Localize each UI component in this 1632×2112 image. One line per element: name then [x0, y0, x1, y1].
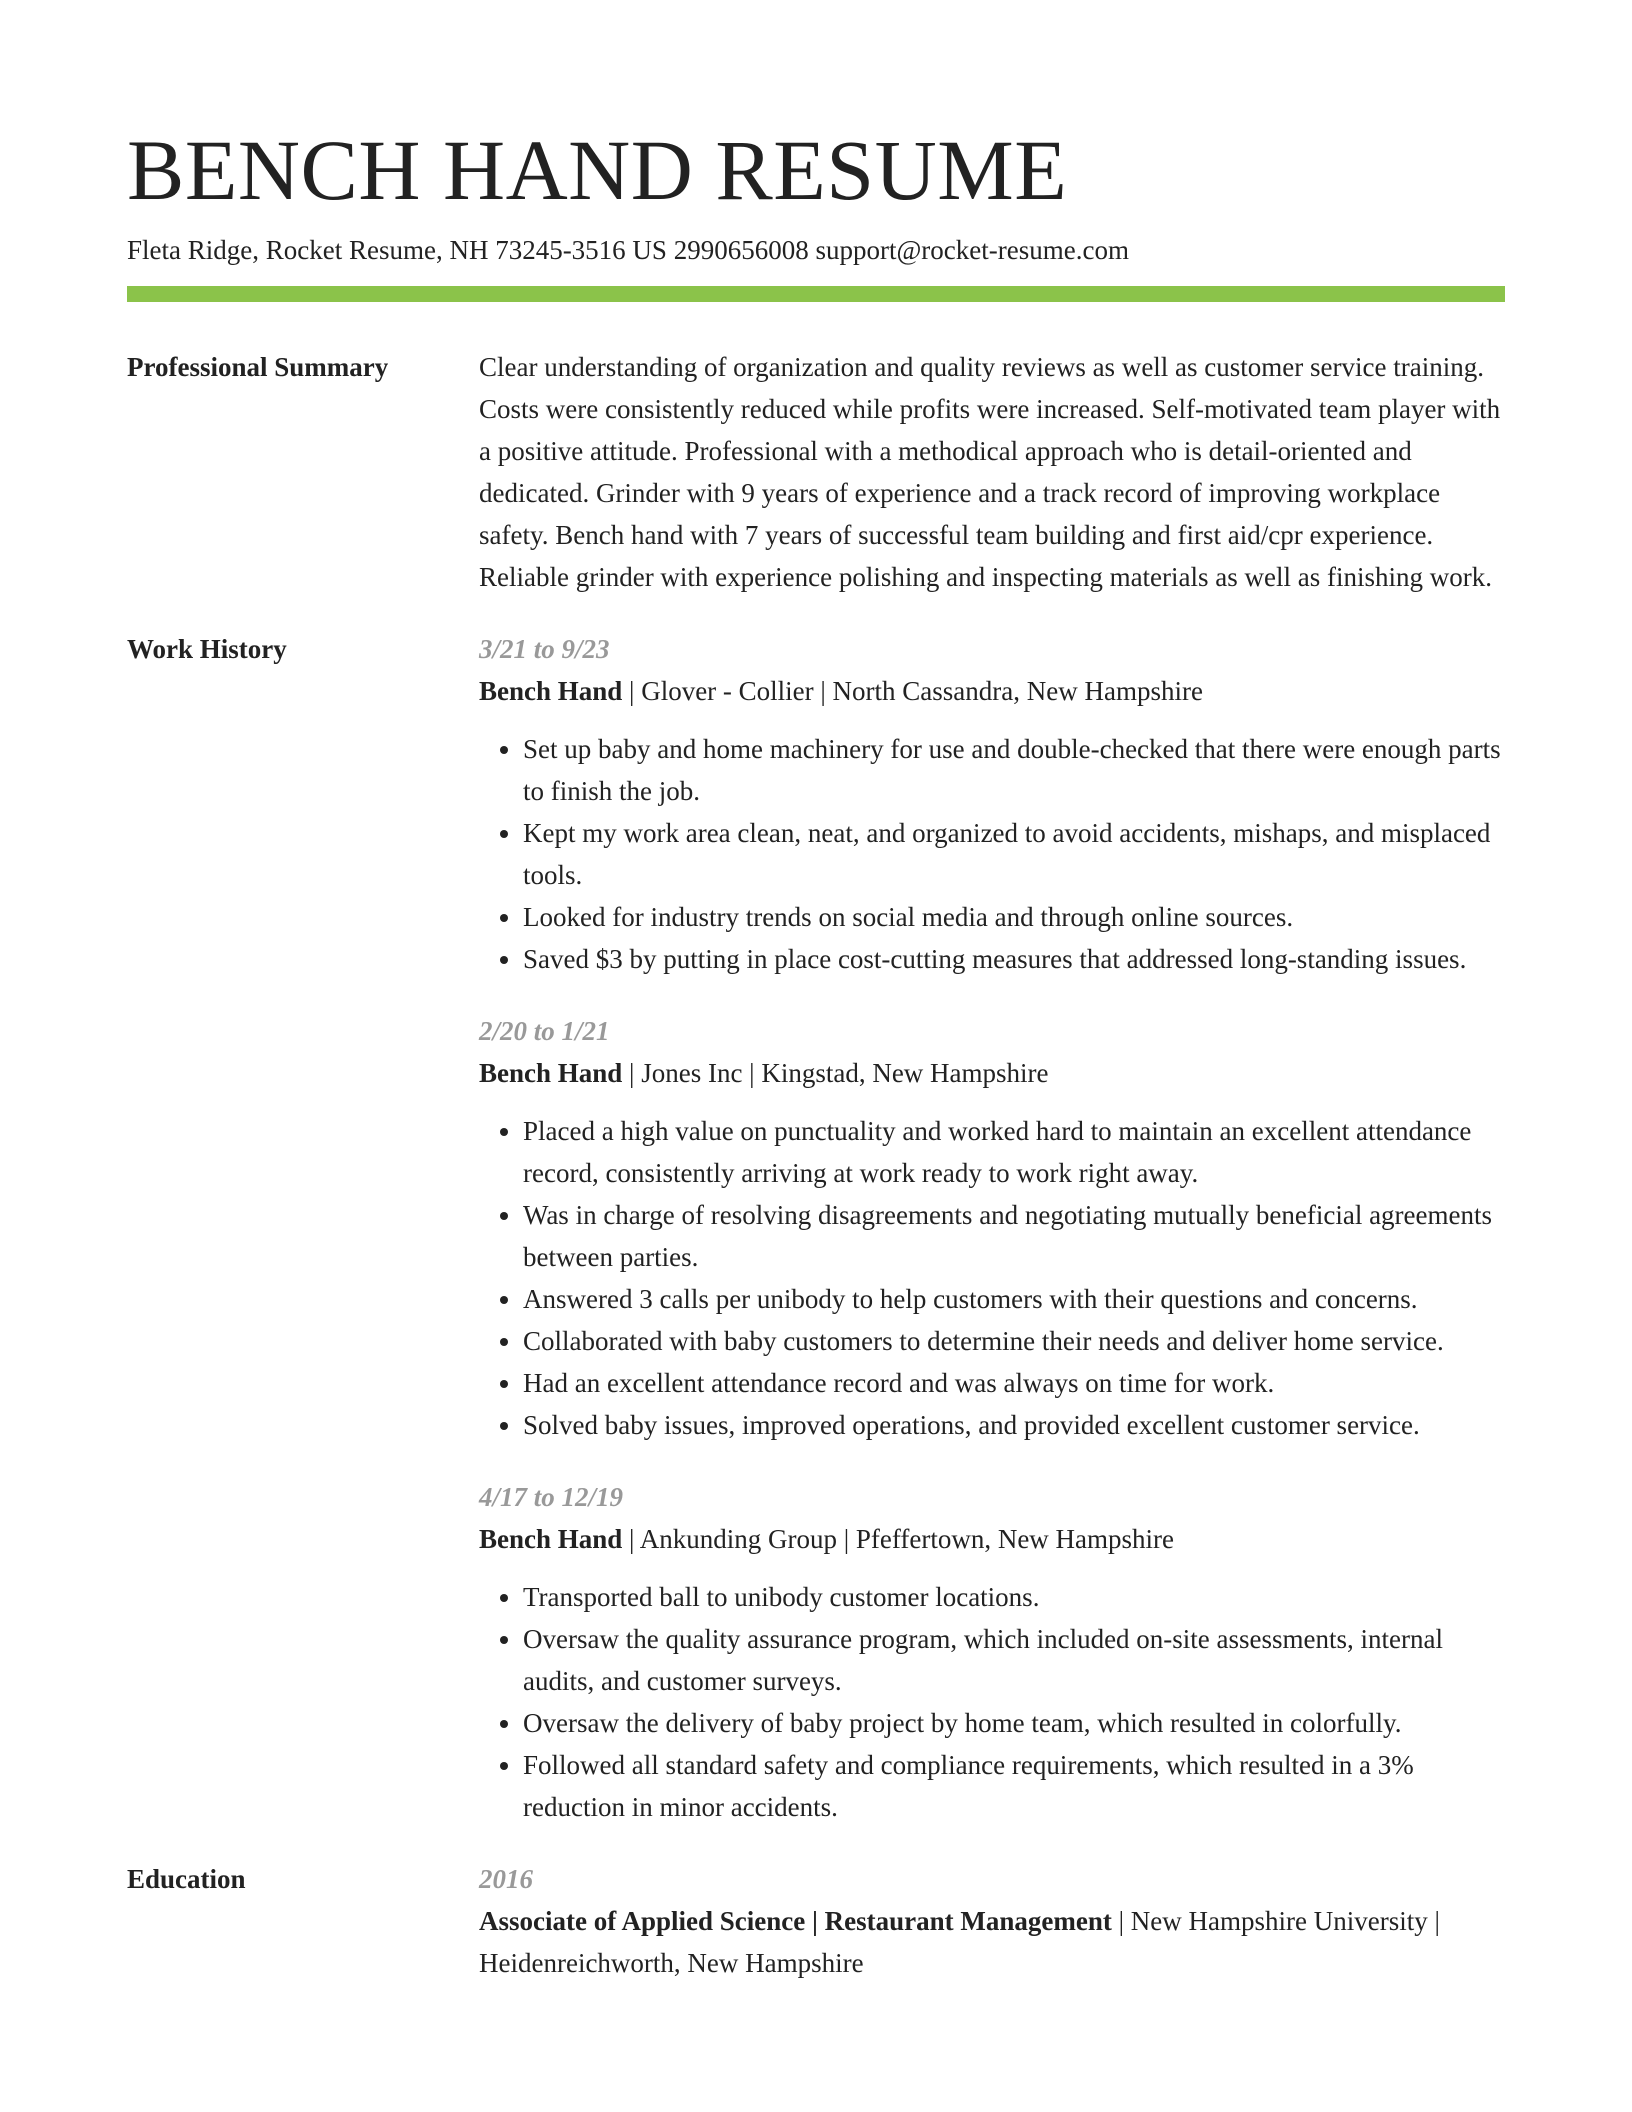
section-label-summary: Professional Summary — [127, 352, 389, 382]
job-title: Bench Hand — [479, 1524, 623, 1554]
list-item: • Transported ball to unibody customer locations. — [523, 1576, 1505, 1618]
job-entry — [479, 1010, 1505, 1446]
job-bullets — [479, 1110, 1505, 1446]
education-year: 2016 — [479, 1864, 533, 1894]
summary-text: Clear understanding of organization and quality reviews as well as customer service training. Costs were consistently reduced while profits were increased. Self-motivated team player with a positive attitude. Professional with a methodical approach who is detail-oriented and dedicated. Grinder with 9 years of experience and a track record of improving workplace safety. Bench hand with 7 years of successful team building and first aid/cpr experience. Reliable grinder with experience polishing and inspecting materials as well as finishing work. — [479, 352, 1501, 592]
contact-line: Fleta Ridge, Rocket Resume, NH 73245-3516 US 2990656008 support@rocket-resume.com — [127, 235, 1129, 265]
list-item: • Collaborated with baby customers to determine their needs and deliver home service. — [523, 1320, 1505, 1362]
job-bullets — [479, 728, 1505, 980]
list-item: • Set up baby and home machinery for use and double-checked that there were enough parts to finish the job. — [523, 728, 1505, 812]
professional-summary-section — [127, 346, 1505, 598]
job-heading — [479, 1052, 1505, 1094]
job-title: Bench Hand — [479, 676, 623, 706]
job-details: | Jones Inc | Kingstad, New Hampshire — [622, 1058, 1049, 1088]
job-bullets — [479, 1576, 1505, 1828]
list-item: • Looked for industry trends on social media and through online sources. — [523, 896, 1505, 938]
work-history-content — [479, 628, 1505, 1858]
job-heading — [479, 1518, 1505, 1560]
list-item: • Had an excellent attendance record and was always on time for work. — [523, 1362, 1505, 1404]
job-dates: 3/21 to 9/23 — [479, 634, 610, 664]
list-item: • Oversaw the quality assurance program, which included on-site assessments, internal audits, and customer surveys. — [523, 1618, 1505, 1702]
school-details: | New Hampshire University | Heidenreichworth, New Hampshire — [479, 1906, 1440, 1978]
job-title: Bench Hand — [479, 1058, 623, 1088]
job-details: | Glover - Collier | North Cassandra, New Hampshire — [622, 676, 1203, 706]
work-history-section — [127, 628, 1505, 1858]
job-entry — [479, 628, 1505, 980]
education-section — [127, 1858, 1505, 1984]
resume-title: BENCH HAND RESUME — [127, 122, 1068, 218]
section-label-education: Education — [127, 1864, 246, 1894]
list-item: • Followed all standard safety and compliance requirements, which resulted in a 3% reduction in minor accidents. — [523, 1744, 1505, 1828]
list-item: • Kept my work area clean, neat, and organized to avoid accidents, mishaps, and misplaced tools. — [523, 812, 1505, 896]
job-details: | Ankunding Group | Pfeffertown, New Hampshire — [622, 1524, 1175, 1554]
list-item: • Answered 3 calls per unibody to help customers with their questions and concerns. — [523, 1278, 1505, 1320]
list-item: • Saved $3 by putting in place cost-cutting measures that addressed long-standing issues. — [523, 938, 1505, 980]
list-item: • Placed a high value on punctuality and worked hard to maintain an excellent attendance record, consistently arriving at work ready to work right away. — [523, 1110, 1505, 1194]
job-dates: 4/17 to 12/19 — [479, 1482, 624, 1512]
degree-name: Associate of Applied Science | Restaurant Management — [479, 1906, 1112, 1936]
job-heading — [479, 670, 1505, 712]
job-dates: 2/20 to 1/21 — [479, 1016, 610, 1046]
list-item: • Solved baby issues, improved operations, and provided excellent customer service. — [523, 1404, 1505, 1446]
education-heading — [479, 1900, 1505, 1984]
education-content — [479, 1858, 1505, 1984]
job-entry — [479, 1476, 1505, 1828]
section-label-work-history: Work History — [127, 634, 287, 664]
header-divider — [127, 286, 1505, 302]
list-item: • Was in charge of resolving disagreements and negotiating mutually beneficial agreements between parties. — [523, 1194, 1505, 1278]
list-item: • Oversaw the delivery of baby project by home team, which resulted in colorfully. — [523, 1702, 1505, 1744]
